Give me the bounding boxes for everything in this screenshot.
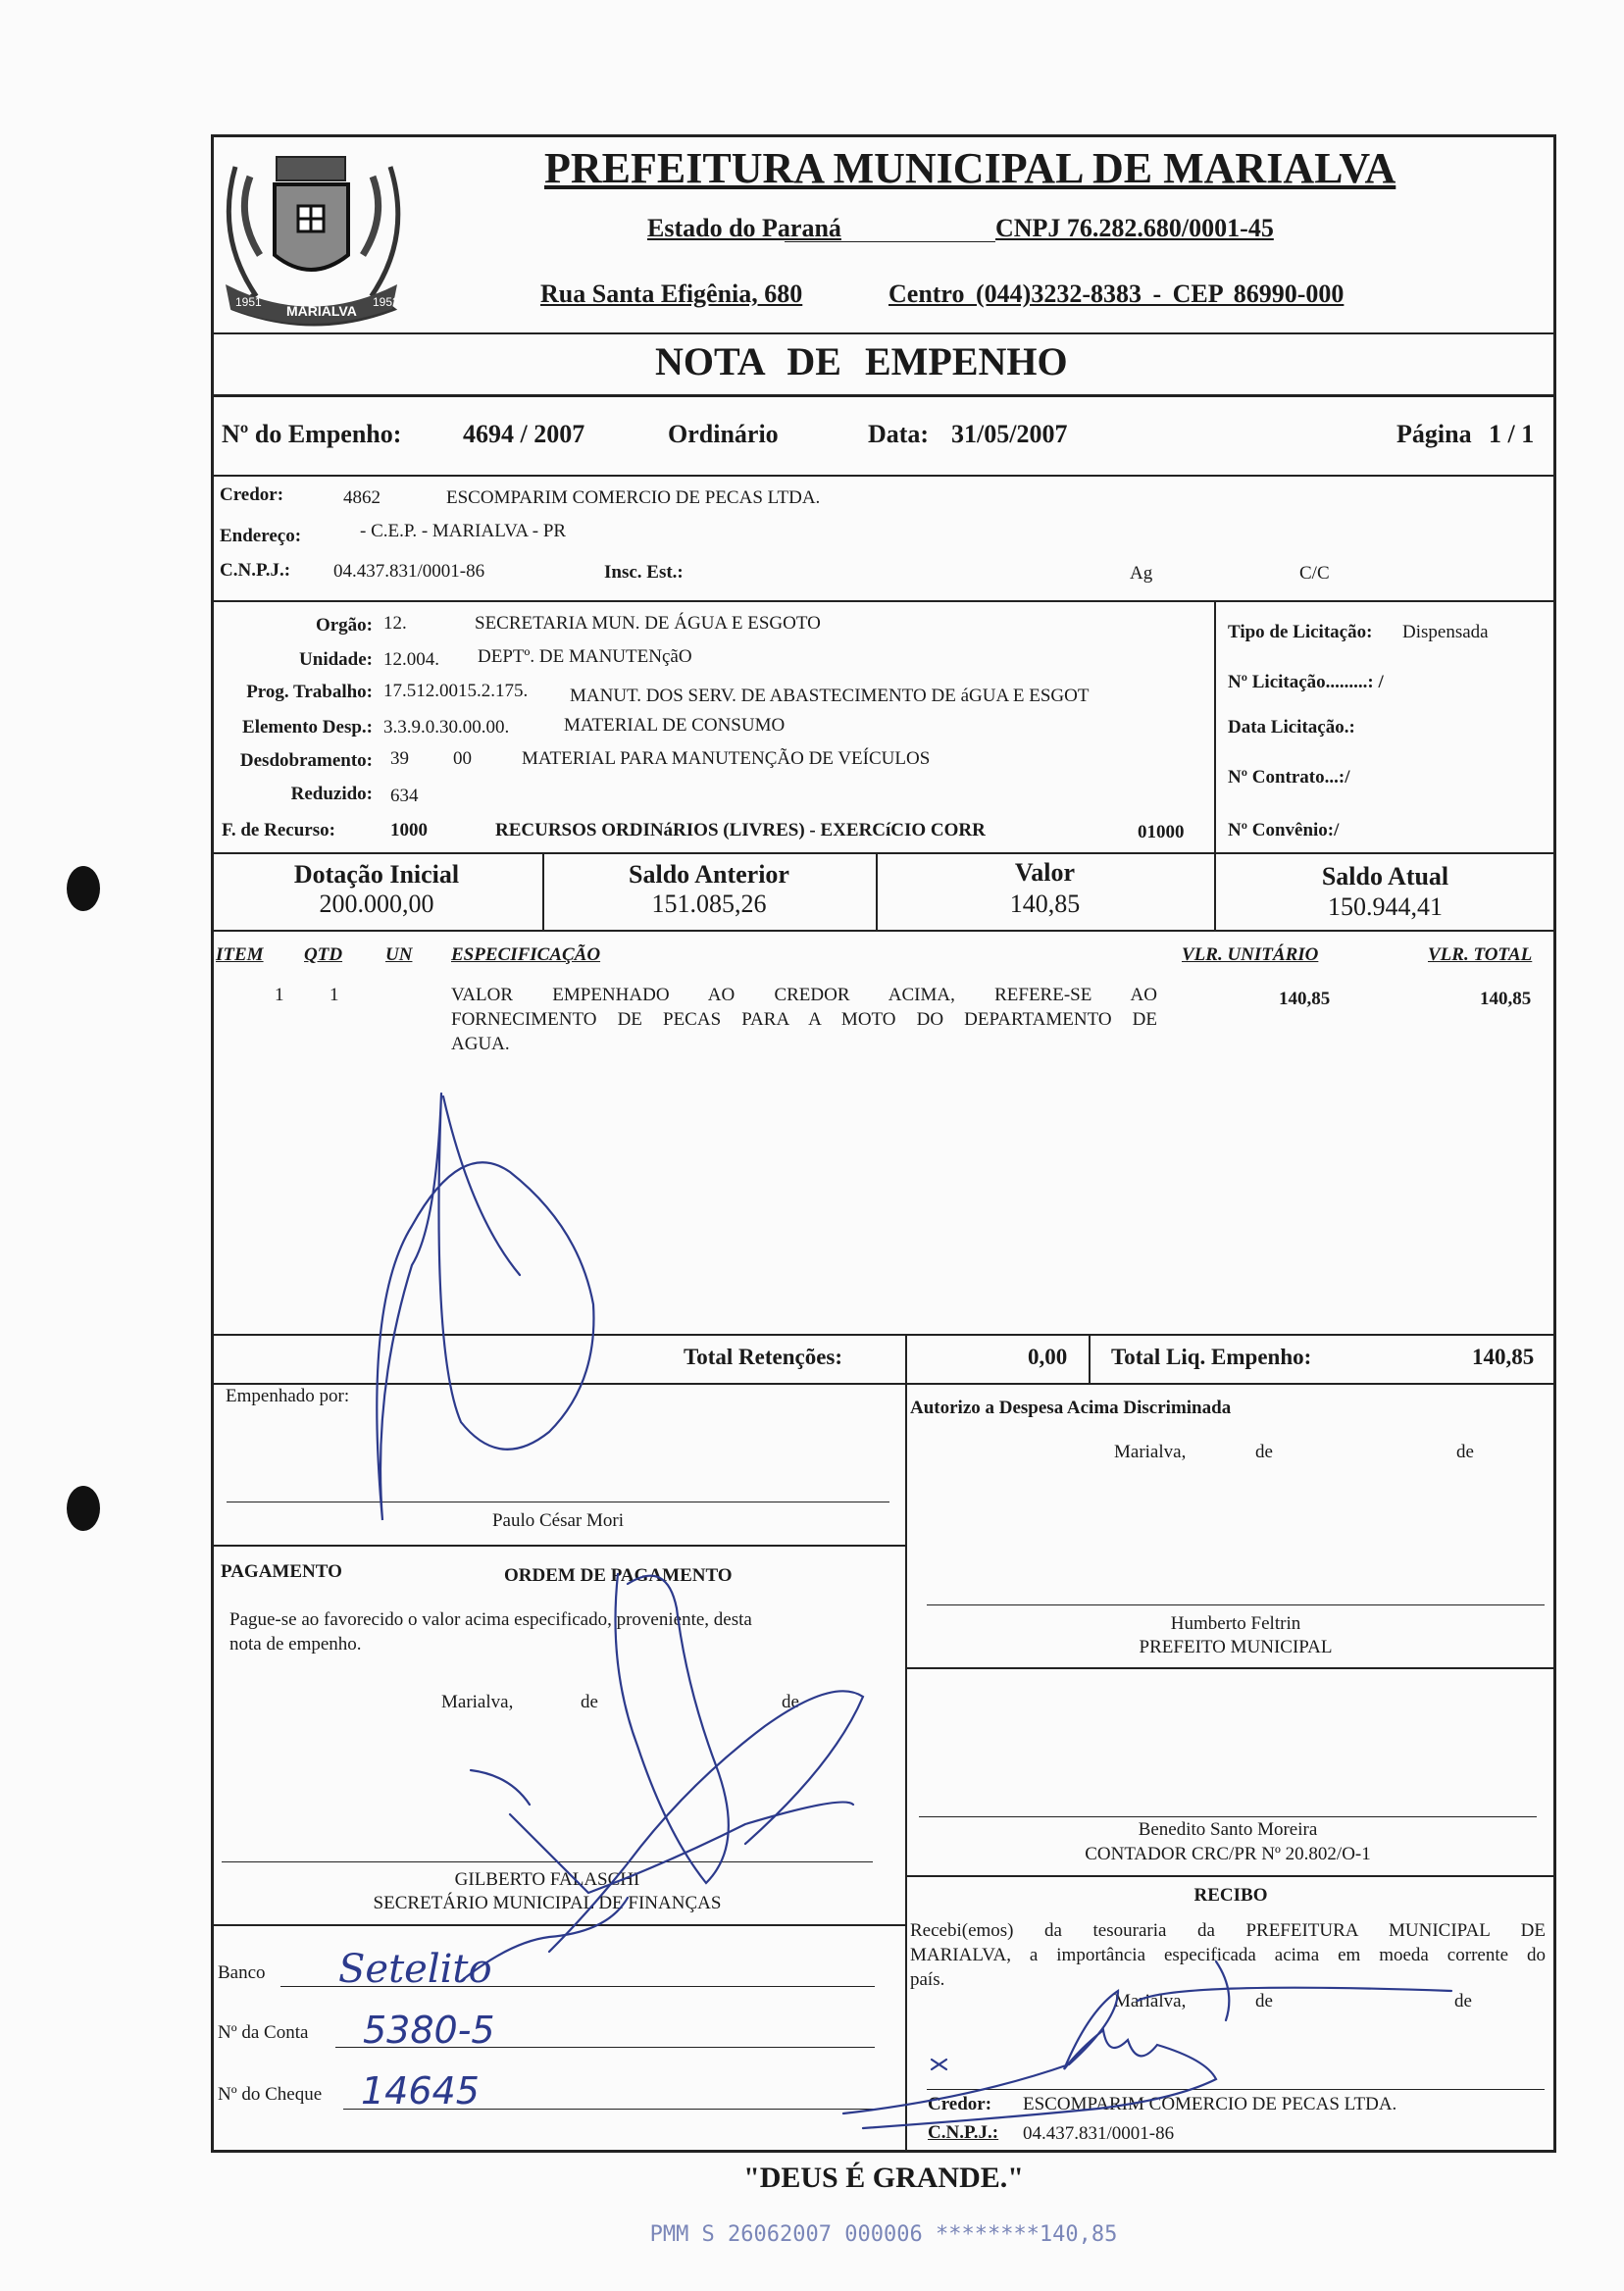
elemento-desc: MATERIAL DE CONSUMO: [564, 715, 786, 736]
banco-label: Banco: [218, 1962, 266, 1983]
contador-role: CONTADOR CRC/PR Nº 20.802/O-1: [1085, 1844, 1371, 1864]
header-contact: Centro (044)3232-8383 - CEP 86990-000: [888, 280, 1345, 308]
credor-cnpj: 04.437.831/0001-86: [333, 561, 485, 582]
conta-label: Nº da Conta: [218, 2022, 309, 2043]
recibo-credor: ESCOMPARIM COMERCIO DE PECAS LTDA.: [1023, 2094, 1397, 2114]
reduzido-code: 634: [390, 786, 419, 806]
total-retencoes-label: Total Retenções:: [684, 1345, 843, 1369]
dotacao-inicial-label: Dotação Inicial: [293, 860, 460, 889]
empenho-type: Ordinário: [668, 420, 779, 448]
orgao-label: Orgão:: [315, 615, 373, 636]
orgao-desc: SECRETARIA MUN. DE ÁGUA E ESGOTO: [475, 613, 821, 634]
total-liquido-value: 140,85: [1472, 1345, 1535, 1369]
pagamento-label: PAGAMENTO: [221, 1561, 342, 1582]
total-liquido-label: Total Liq. Empenho:: [1111, 1345, 1312, 1369]
desdobramento-desc: MATERIAL PARA MANUTENÇÃO DE VEÍCULOS: [522, 748, 931, 769]
prog-trabalho-label: Prog. Trabalho:: [246, 682, 373, 702]
empenho-number-label: Nº do Empenho:: [222, 420, 402, 448]
seal-text: MARIALVA: [286, 303, 357, 319]
item-number: 1: [275, 985, 284, 1005]
numero-contrato: Nº Contrato...:/: [1228, 767, 1350, 788]
saldo-anterior-label: Saldo Anterior: [629, 860, 789, 889]
dotacao-inicial-value: 200.000,00: [319, 890, 434, 918]
recibo-cnpj: 04.437.831/0001-86: [1023, 2123, 1175, 2144]
item-spec-line-1: VALOR EMPENHADO AO CREDOR ACIMA, REFERE-SE AO: [451, 985, 1157, 1005]
recibo-text-line-1: Recebi(emos) da tesouraria da PREFEITURA MUNICIPAL DE: [910, 1920, 1546, 1941]
ag-label: Ag: [1130, 563, 1153, 584]
cc-label: C/C: [1299, 563, 1330, 584]
col-un-header: UN: [385, 944, 413, 965]
pagamento-de-1: de: [581, 1692, 598, 1712]
prog-trabalho-desc: MANUT. DOS SERV. DE ABASTECIMENTO DE áGUA E ESGOT: [570, 686, 1090, 706]
recibo-text-line-2: MARIALVA, a importância especificada acima em moeda corrente do: [910, 1945, 1546, 1965]
cheque-handwritten: 14645: [361, 2069, 480, 2113]
recibo-label: RECIBO: [1193, 1885, 1268, 1906]
prefeito-name: Humberto Feltrin: [1170, 1613, 1301, 1634]
page-number-label: Página: [1396, 420, 1472, 448]
numero-licitacao: Nº Licitação.........: /: [1228, 672, 1384, 692]
page-title: PREFEITURA MUNICIPAL DE MARIALVA: [544, 144, 1396, 192]
fonte-recurso-label: F. de Recurso:: [222, 820, 335, 840]
credor-code: 4862: [343, 487, 381, 508]
document-title: NOTA DE EMPENHO: [655, 339, 1068, 383]
secretario-name: GILBERTO FALASCHI: [454, 1869, 640, 1890]
empenho-date: 31/05/2007: [951, 420, 1068, 448]
recibo-de-1: de: [1255, 1991, 1273, 2011]
insc-est-label: Insc. Est.:: [604, 562, 684, 583]
svg-text:1952: 1952: [373, 295, 399, 309]
fonte-recurso-code: 1000: [390, 820, 428, 840]
page-number: 1 / 1: [1489, 420, 1535, 448]
endereco-label: Endereço:: [220, 526, 302, 546]
cheque-label: Nº do Cheque: [218, 2084, 323, 2105]
valor-value: 140,85: [1009, 890, 1081, 918]
autorizo-de-2: de: [1456, 1442, 1474, 1462]
pagamento-de-2: de: [782, 1692, 799, 1712]
credor-label: Credor:: [220, 484, 284, 505]
saldo-atual-label: Saldo Atual: [1321, 862, 1449, 891]
elemento-code: 3.3.9.0.30.00.00.: [383, 717, 510, 738]
total-retencoes-value: 0,00: [1028, 1345, 1068, 1369]
desdobramento-code: 39: [390, 748, 409, 769]
item-qtd: 1: [330, 985, 339, 1005]
col-total-header: VLR. TOTAL: [1428, 944, 1533, 965]
recibo-cnpj-label: C.N.P.J.:: [928, 2122, 999, 2143]
reduzido-label: Reduzido:: [290, 784, 373, 804]
item-spec-line-3: AGUA.: [451, 1034, 510, 1054]
desdobramento-sub: 00: [453, 748, 472, 769]
credor-endereco: - C.E.P. - MARIALVA - PR: [360, 521, 567, 541]
autorizo-place: Marialva,: [1114, 1442, 1187, 1462]
pagamento-text-line-1: Pague-se ao favorecido o valor acima especificado, proveniente, desta: [229, 1609, 752, 1630]
desdobramento-label: Desdobramento:: [239, 750, 373, 771]
credor-name: ESCOMPARIM COMERCIO DE PECAS LTDA.: [446, 487, 821, 508]
pagamento-place: Marialva,: [441, 1692, 514, 1712]
elemento-label: Elemento Desp.:: [242, 717, 373, 738]
recibo-de-2: de: [1454, 1991, 1472, 2011]
recibo-text-line-3: país.: [910, 1969, 945, 1990]
col-unit-header: VLR. UNITÁRIO: [1182, 944, 1319, 965]
tipo-licitacao: Dispensada: [1402, 622, 1489, 642]
credor-cnpj-label: C.N.P.J.:: [220, 560, 291, 581]
numero-convenio: Nº Convênio:/: [1228, 820, 1340, 840]
item-spec-line-2: FORNECIMENTO DE PECAS PARA A MOTO DO DEPARTAMENTO DE: [451, 1009, 1157, 1030]
header-address: Rua Santa Efigênia, 680: [540, 280, 803, 308]
header-cnpj: CNPJ 76.282.680/0001-45: [995, 214, 1274, 242]
empenho-date-label: Data:: [868, 420, 930, 448]
recibo-place: Marialva,: [1114, 1991, 1187, 2011]
ordem-pagamento-label: ORDEM DE PAGAMENTO: [504, 1565, 733, 1586]
prog-trabalho-code: 17.512.0015.2.175.: [383, 681, 529, 701]
empenhado-por-label: Empenhado por:: [226, 1386, 350, 1406]
autorizo-de-1: de: [1255, 1442, 1273, 1462]
unidade-label: Unidade:: [299, 649, 373, 670]
svg-text:1951: 1951: [235, 295, 262, 309]
item-unit-value: 140,85: [1279, 989, 1331, 1009]
unidade-desc: DEPTº. DE MANUTENçãO: [478, 646, 692, 667]
authentication-stamp: PMM S 26062007 000006 ********140,85: [649, 2222, 1118, 2247]
saldo-atual-value: 150.944,41: [1328, 892, 1443, 921]
fonte-recurso-desc: RECURSOS ORDINáRIOS (LIVRES) - EXERCíCIO CORR: [495, 820, 986, 840]
unidade-code: 12.004.: [383, 649, 439, 670]
prefeito-role: PREFEITO MUNICIPAL: [1139, 1637, 1333, 1657]
fonte-recurso-sub: 01000: [1138, 822, 1185, 842]
col-spec-header: ESPECIFICAÇÃO: [451, 944, 601, 965]
contador-name: Benedito Santo Moreira: [1138, 1819, 1318, 1840]
secretario-role: SECRETÁRIO MUNICIPAL DE FINANÇAS: [373, 1893, 722, 1913]
empenhado-por-name: Paulo César Mori: [491, 1510, 625, 1531]
saldo-anterior-value: 151.085,26: [651, 890, 767, 918]
item-total-value: 140,85: [1480, 989, 1532, 1009]
orgao-code: 12.: [383, 613, 407, 634]
tipo-licitacao-label: Tipo de Licitação:: [1228, 622, 1373, 642]
banco-handwritten: Setelito: [338, 1947, 492, 1992]
data-licitacao: Data Licitação.:: [1228, 717, 1355, 738]
conta-handwritten: 5380-5: [363, 2009, 495, 2052]
autorizo-label: Autorizo a Despesa Acima Discriminada: [910, 1398, 1232, 1418]
recibo-credor-label: Credor:: [928, 2094, 992, 2114]
empenho-number: 4694 / 2007: [463, 420, 585, 448]
motto: "DEUS É GRANDE.": [743, 2162, 1024, 2194]
col-qtd-header: QTD: [304, 944, 343, 965]
pagamento-text-line-2: nota de empenho.: [229, 1634, 362, 1655]
state-text: Estado do Paraná: [647, 214, 841, 242]
col-item-header: ITEM: [216, 944, 264, 965]
valor-label: Valor: [1014, 858, 1076, 887]
